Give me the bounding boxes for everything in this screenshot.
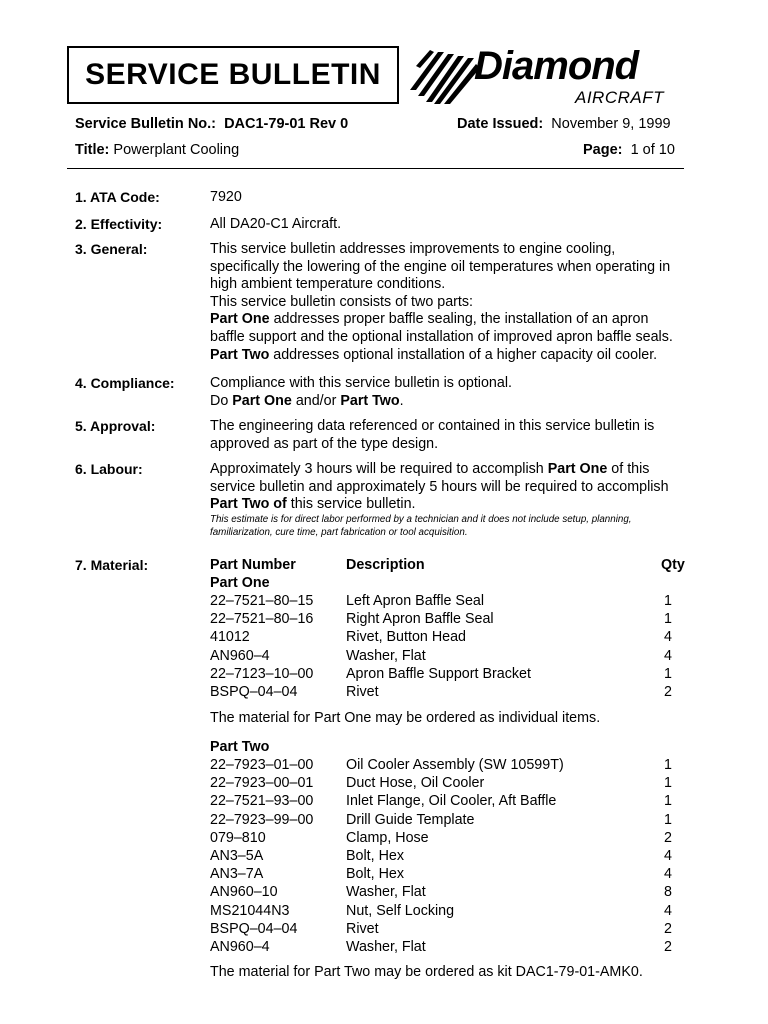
- qty-cell: 1: [664, 593, 672, 609]
- compliance-do: Do: [210, 392, 233, 409]
- col-header-qty: Qty: [661, 557, 685, 573]
- description-cell: Clamp, Hose: [346, 829, 429, 846]
- approval-label: 5. Approval:: [75, 418, 156, 434]
- table-row: [0, 884, 768, 902]
- table-row: [0, 830, 768, 848]
- header-divider: [67, 168, 684, 169]
- labour-line: service bulletin and approximately 5 hours will be required to accomplish: [210, 478, 669, 495]
- labour-note-line: familiarization, cure time, part fabrication or tool acquisition.: [210, 526, 468, 538]
- part-number-cell: MS21044N3: [210, 902, 290, 919]
- compliance-text: [210, 375, 512, 410]
- bulletin-title: [75, 142, 239, 158]
- qty-cell: 2: [664, 939, 672, 955]
- part-number-cell: AN960–4: [210, 939, 270, 955]
- description-cell: Left Apron Baffle Seal: [346, 593, 485, 609]
- labour-line: [210, 496, 669, 514]
- qty-cell: 1: [664, 665, 672, 682]
- qty-cell: 4: [664, 902, 672, 919]
- part-number-cell: 22–7923–99–00: [210, 811, 314, 828]
- col-header-description: Description: [346, 557, 425, 573]
- part-number-cell: 22–7123–10–00: [210, 665, 314, 682]
- compliance-and-or: and/or: [291, 392, 341, 409]
- general-part-two-text: addresses optional installation of a higher capacity oil cooler.: [269, 346, 658, 363]
- description-cell: Inlet Flange, Oil Cooler, Aft Baffle: [346, 793, 557, 810]
- compliance-do-line: [210, 393, 512, 411]
- part-number-cell: 41012: [210, 629, 250, 646]
- compliance-part-one: Part One: [232, 392, 292, 409]
- part-two-emphasis: Part Two: [210, 346, 270, 363]
- bulletin-title-value: Powerplant Cooling: [113, 142, 240, 158]
- compliance-period: .: [399, 392, 404, 409]
- part-two-note: The material for Part Two may be ordered as kit DAC1-79-01-AMK0.: [210, 964, 643, 980]
- general-part-one-line: [210, 311, 673, 329]
- page-number-value: 1 of 10: [630, 142, 675, 158]
- bulletin-number: [75, 116, 348, 132]
- bulletin-number-label: Service Bulletin No.:: [75, 116, 217, 132]
- material-label: 7. Material:: [75, 557, 149, 573]
- description-cell: Rivet: [346, 684, 379, 700]
- description-cell: Washer, Flat: [346, 647, 426, 664]
- qty-cell: 2: [664, 684, 672, 700]
- table-row: [0, 866, 768, 884]
- description-cell: Rivet: [346, 920, 379, 937]
- part-number-cell: AN3–7A: [210, 866, 264, 883]
- bulletin-title-label: Title:: [75, 142, 110, 158]
- qty-cell: 2: [664, 829, 672, 846]
- date-issued: [457, 116, 671, 132]
- part-number-cell: 22–7521–80–15: [210, 593, 314, 609]
- description-cell: Drill Guide Template: [346, 811, 475, 828]
- description-cell: Washer, Flat: [346, 884, 426, 901]
- labour-part-two: Part Two of: [210, 496, 287, 513]
- description-cell: Oil Cooler Assembly (SW 10599T): [346, 757, 564, 773]
- labour-line3-text: this service bulletin.: [286, 496, 416, 513]
- table-row: [0, 939, 768, 957]
- general-line: baffle support and the optional installation of improved apron baffle seals.: [210, 328, 673, 345]
- general-part-one-text: addresses proper baffle sealing, the installation of an apron: [269, 311, 649, 328]
- document-title-box: [67, 46, 399, 104]
- labour-note-line: This estimate is for direct labor performed by a technician and it does not include setup, planning,: [210, 514, 632, 525]
- general-line: high ambient temperature conditions.: [210, 276, 446, 293]
- labour-label: 6. Labour:: [75, 461, 143, 477]
- diamond-aircraft-logo: [408, 42, 678, 112]
- logo-sub-text: AIRCRAFT: [575, 88, 664, 107]
- diamond-logo-icon: [408, 46, 482, 106]
- compliance-line: Compliance with this service bulletin is optional.: [210, 375, 512, 391]
- description-cell: Bolt, Hex: [346, 848, 405, 864]
- qty-cell: 1: [664, 757, 672, 773]
- part-number-cell: BSPQ–04–04: [210, 684, 298, 700]
- general-line: specifically the lowering of the engine oil temperatures when operating in: [210, 258, 671, 275]
- table-row: [0, 921, 768, 939]
- part-number-cell: 22–7923–01–00: [210, 757, 314, 773]
- table-row: [0, 757, 768, 775]
- labour-part-one: Part One: [547, 461, 608, 477]
- general-line: This service bulletin consists of two parts:: [210, 293, 474, 310]
- approval-line: The engineering data referenced or contained in this service bulletin is: [210, 418, 655, 434]
- description-cell: Right Apron Baffle Seal: [346, 611, 494, 628]
- col-header-part-number: Part Number: [210, 557, 296, 573]
- part-number-cell: AN960–10: [210, 884, 278, 901]
- approval-text: [210, 418, 654, 453]
- general-label: 3. General:: [75, 241, 148, 257]
- table-row: [0, 684, 768, 702]
- labour-line1-end: of this: [607, 461, 650, 477]
- description-cell: Nut, Self Locking: [346, 902, 455, 919]
- table-row: [0, 793, 768, 811]
- date-issued-value: November 9, 1999: [551, 116, 671, 132]
- description-cell: Apron Baffle Support Bracket: [346, 665, 531, 682]
- table-row: [0, 593, 768, 611]
- qty-cell: 8: [664, 884, 672, 901]
- table-row: [0, 666, 768, 684]
- description-cell: Bolt, Hex: [346, 866, 405, 883]
- qty-cell: 4: [664, 866, 672, 883]
- general-line: This service bulletin addresses improvements to engine cooling,: [210, 241, 616, 257]
- ata-code-label: 1. ATA Code:: [75, 189, 160, 205]
- effectivity-value: All DA20-C1 Aircraft.: [210, 216, 342, 232]
- description-cell: Rivet, Button Head: [346, 629, 467, 646]
- part-one-heading: Part One: [210, 575, 270, 591]
- date-issued-label: Date Issued:: [457, 116, 544, 132]
- part-number-cell: 22–7521–93–00: [210, 793, 314, 810]
- general-text: [210, 241, 673, 364]
- table-row: [0, 648, 768, 666]
- effectivity-label: 2. Effectivity:: [75, 216, 163, 232]
- general-part-two-line: [210, 347, 673, 365]
- labour-note: [210, 514, 632, 539]
- table-row: [0, 903, 768, 921]
- labour-text: [210, 461, 669, 514]
- qty-cell: 4: [664, 629, 672, 646]
- page-number: [583, 142, 675, 158]
- table-row: [0, 812, 768, 830]
- description-cell: Washer, Flat: [346, 939, 426, 955]
- approval-line: approved as part of the type design.: [210, 435, 439, 452]
- part-number-cell: 079–810: [210, 829, 266, 846]
- part-number-cell: BSPQ–04–04: [210, 920, 298, 937]
- part-number-cell: AN3–5A: [210, 848, 264, 864]
- logo-brand-text: Diamond: [474, 44, 639, 88]
- compliance-part-two: Part Two: [340, 392, 400, 409]
- part-number-cell: AN960–4: [210, 647, 270, 664]
- page-number-label: Page:: [583, 142, 623, 158]
- labour-line1-text: Approximately 3 hours will be required to accomplish: [210, 461, 548, 477]
- document-title: SERVICE BULLETIN: [85, 58, 381, 91]
- bulletin-number-value: DAC1-79-01 Rev 0: [224, 116, 349, 132]
- qty-cell: 2: [664, 920, 672, 937]
- labour-line: [210, 461, 669, 479]
- table-row: [0, 848, 768, 866]
- description-cell: Duct Hose, Oil Cooler: [346, 775, 485, 792]
- table-row: [0, 629, 768, 647]
- qty-cell: 1: [664, 793, 672, 810]
- qty-cell: 1: [664, 611, 672, 628]
- qty-cell: 4: [664, 848, 672, 864]
- part-number-cell: 22–7521–80–16: [210, 611, 314, 628]
- part-number-cell: 22–7923–00–01: [210, 775, 314, 792]
- compliance-label: 4. Compliance:: [75, 375, 175, 391]
- part-one-emphasis: Part One: [210, 311, 270, 328]
- qty-cell: 1: [664, 775, 672, 792]
- qty-cell: 4: [664, 647, 672, 664]
- table-row: [0, 775, 768, 793]
- ata-code-value: 7920: [210, 189, 242, 205]
- table-row: [0, 611, 768, 629]
- part-two-heading: Part Two: [210, 739, 270, 755]
- qty-cell: 1: [664, 811, 672, 828]
- part-one-note: The material for Part One may be ordered as individual items.: [210, 710, 601, 726]
